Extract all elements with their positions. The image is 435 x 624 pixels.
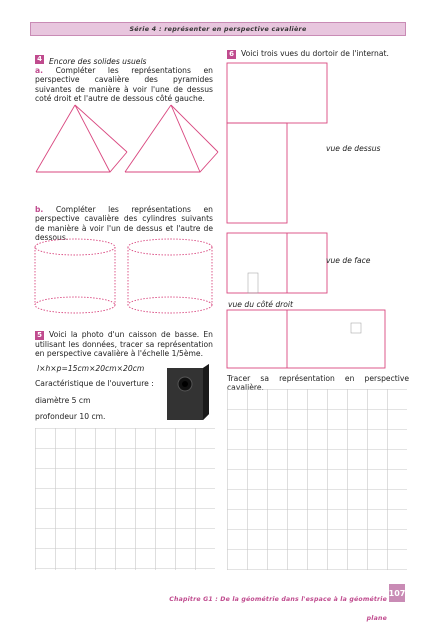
exercise-4b-text: b. Compléter les représentations en perspective cavalière des cylindres suivants de manière à voir l'un de dessus et l'autre de dessous. — [35, 205, 213, 242]
label-front-view: vue de face — [326, 256, 371, 265]
pyramid-1-base — [36, 152, 127, 172]
cylinder-2-top — [128, 239, 212, 255]
label-top-view: vue de dessus — [326, 144, 381, 153]
opening-diameter: diamètre 5 cm — [35, 396, 91, 405]
exercise-number: 5 — [35, 331, 44, 340]
exercise-number: 6 — [227, 50, 236, 59]
chapter-footer — [155, 586, 387, 624]
side-view — [227, 310, 385, 368]
exercise-6-text: 6 Voici trois vues du dortoir de l'internat. — [227, 49, 407, 59]
page-number: 107 — [389, 584, 405, 602]
speaker-dimensions: l×h×p=15cm×20cm×20cm — [37, 364, 145, 373]
front-door — [248, 273, 258, 293]
exercise-number: 4 — [35, 55, 44, 64]
speaker-photo — [163, 362, 213, 422]
exercise-5-text: 5 Voici la photo d'un caisson de basse. En utilisant les données, tracer sa représentation en perspective cavalière à l'échelle 1/5ème. — [35, 330, 213, 358]
opening-depth: profondeur 10 cm. — [35, 412, 106, 421]
series-title: Série 4 : représenter en perspective cavalière — [129, 25, 307, 33]
series-header — [30, 22, 406, 36]
dormitory-views — [226, 60, 391, 370]
pyramid-2-edge — [125, 105, 171, 172]
drawing-grid-left — [35, 428, 215, 570]
exercise-6-instruction: Tracer sa représentation en perspective cavalière. — [227, 374, 409, 393]
top-view-part-2 — [227, 123, 287, 223]
pyramid-1-edge — [36, 105, 75, 172]
drawing-grid-right — [227, 389, 407, 570]
top-view-part-1 — [227, 63, 327, 123]
side-window — [351, 323, 361, 333]
label-side-view: vue du côté droit — [228, 300, 293, 309]
chapter-title: Chapitre G1 : De la géométrie dans l'espace à la géométrie plane — [169, 596, 387, 622]
pyramid-drawings — [30, 100, 220, 180]
front-view — [227, 233, 327, 293]
pyramid-2-edge — [171, 105, 218, 152]
pyramid-2-edge — [171, 105, 200, 172]
exercise-4a-text: a. Compléter les représentations en perspective cavalière des pyramides suivantes de manière à voir l'une de dessus coté droit et l'autre de dessous côté gauche. — [35, 66, 213, 103]
cylinder-1-bottom — [35, 297, 115, 313]
pyramid-1-edge — [75, 105, 127, 152]
pyramid-2-base — [125, 152, 218, 172]
cylinder-2-bottom — [128, 297, 212, 313]
opening-characteristic: Caractéristique de l'ouverture : — [35, 379, 154, 388]
pyramid-1-edge — [75, 105, 110, 172]
exercise-title: Encore des solides usuels — [49, 57, 147, 66]
cylinder-drawings — [30, 233, 220, 318]
cylinder-1-top — [35, 239, 115, 255]
